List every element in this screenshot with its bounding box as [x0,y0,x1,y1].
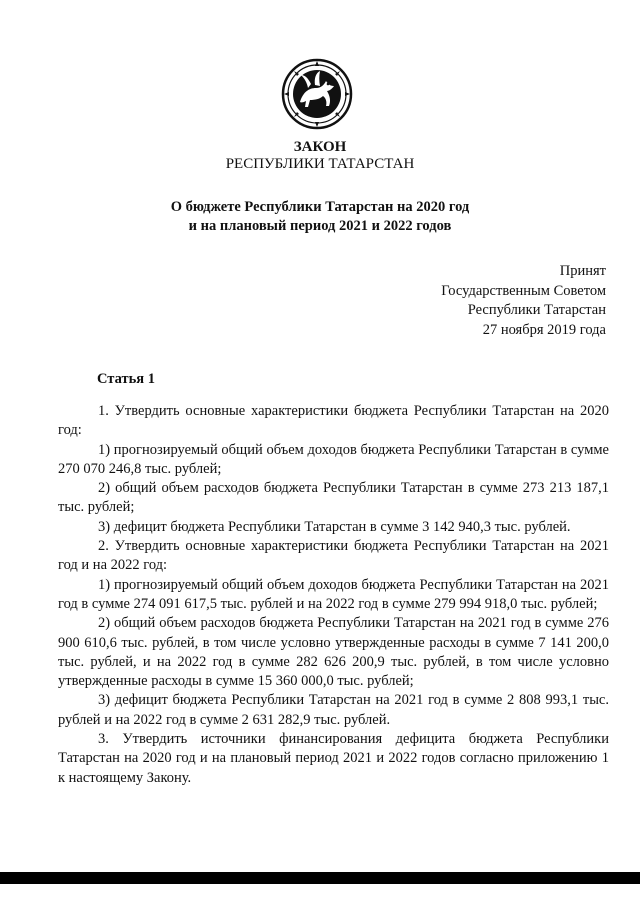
article-paragraph: 1) прогнозируемый общий объем доходов бюджета Республики Татарстан на 2021 год в сумме 274 091 617,5 тыс. рублей и на 2022 год в сумме 279 994 918,0 тыс. рублей; [58,576,609,612]
article-title: Статья 1 [97,371,155,387]
adoption-line: Принят [559,263,606,279]
article-paragraph: 1) прогнозируемый общий объем доходов бюджета Республики Татарстан в сумме 270 070 246,8 тыс. рублей; [58,441,609,477]
article-body [58,402,609,788]
article-paragraph: 2. Утвердить основные характеристики бюджета Республики Татарстан на 2021 год и на 2022 год: [58,538,609,574]
subject-line: О бюджете Республики Татарстан на 2020 год [170,199,470,215]
article-paragraph: 3) дефицит бюджета Республики Татарстан в сумме 3 142 940,3 тыс. рублей. [98,518,571,535]
subject-line: и на плановый период 2021 и 2022 годов [188,218,452,234]
document-issuer: РЕСПУБЛИКИ ТАТАРСТАН [225,156,415,172]
article-paragraph: 3. Утвердить источники финансирования дефицита бюджета Республики Татарстан на 2020 год и на плановый период 2021 и 2022 годов согласно приложению 1 к настоящему Закону. [58,731,609,786]
adoption-line: Государственным Советом [441,282,606,299]
scan-bottom-edge [0,872,640,884]
article-paragraph: 3) дефицит бюджета Республики Татарстан на 2021 год в сумме 2 808 993,1 тыс. рублей и на 2022 год в сумме 2 631 282,9 тыс. рублей. [58,692,609,728]
document-subject [0,198,640,236]
article-paragraph: 2) общий объем расходов бюджета Республики Татарстан на 2021 год в сумме 276 900 610,6 тыс. рублей, в том числе условно утвержденные расходы в сумме 7 141 200,0 тыс. рублей, и на 2022 год в сумме 282 626 200,9 тыс. рублей, в том числе условно утвержденные расходы в сумме 15 360 000,0 тыс. рублей; [58,615,609,690]
article-paragraph: 1. Утвердить основные характеристики бюджета Республики Татарстан на 2020 год: [58,403,609,439]
adoption-date: 27 ноября 2019 года [482,321,606,338]
document-type: ЗАКОН [293,139,347,155]
adoption-line: Республики Татарстан [467,302,606,318]
article-paragraph: 2) общий объем расходов бюджета Республики Татарстан в сумме 273 213 187,1 тыс. рублей; [58,480,609,516]
tatarstan-coat-of-arms-icon [281,58,353,130]
adoption-notice [441,262,606,340]
